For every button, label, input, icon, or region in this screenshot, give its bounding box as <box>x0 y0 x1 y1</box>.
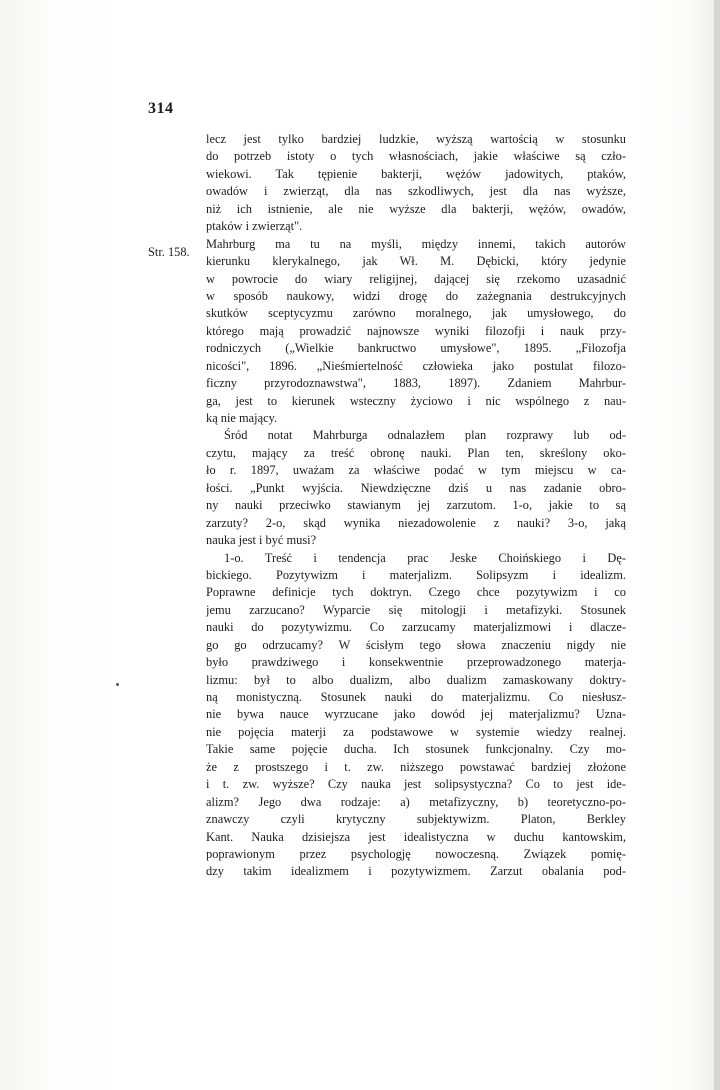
text-line: lecz jest tylko bardziej ludzkie, wyższą wartością w stosunku <box>206 132 626 146</box>
text-line: nie pojęcia materji za podstawowe w systemie wiedzy realnej. <box>206 724 626 739</box>
text-line: lizmu: był to albo dualizm, albo dualizm zamaskowany doktry- <box>206 672 626 687</box>
text-line: Takie same pojęcie ducha. Ich stosunek funkcjonalny. Czy mo- <box>206 742 626 757</box>
text-line: ga, jest to kierunek wsteczny życiowo i nic wspólnego z nau- <box>206 393 626 408</box>
page-edge-shadow <box>714 0 720 1090</box>
text-line: nie bywa nauce wyrzucane jako dowód jej materjalizmu? Uzna- <box>206 707 626 722</box>
text-line: ptaków i zwierząt". <box>206 219 303 234</box>
text-line: go go odrzucamy? W ścisłym tego słowa znaczeniu nigdy nie <box>206 637 626 652</box>
text-line: ną monistyczną. Stosunek nauki do materjalizmu. Co niesłusz- <box>206 690 626 704</box>
text-line: Mahrburg ma tu na myśli, między innemi, takich autorów <box>206 236 626 251</box>
text-line: zarzuty? 2-o, skąd wynika niezadowolenie z nauki? 3-o, jaką <box>206 515 626 530</box>
text-line: 1-o. Treść i tendencja prac Jeske Choińskiego i Dę- <box>224 550 626 565</box>
text-line: ny nauki przeciwko stawianym jej zarzutom. 1-o, jakie to są <box>206 498 626 513</box>
text-line: znawczy czyli krytyczny subjektywizm. Platon, Berkley <box>206 812 626 827</box>
margin-reference: Str. 158. <box>148 245 190 259</box>
text-line: ką nie mający. <box>206 411 278 425</box>
page-number: 314 <box>148 100 174 117</box>
text-line: czytu, mający za treść obronę nauki. Plan ten, skreślony oko- <box>206 445 626 460</box>
text-line: łości. „Punkt wyjścia. Niewdzięczne dziś u nas zadanie obro- <box>206 480 626 495</box>
text-line: nauka jest i być musi? <box>206 533 317 548</box>
text-line: ło r. 1897, uważam za właściwe podać w tym miejscu w ca- <box>206 463 626 478</box>
text-line: bickiego. Pozytywizm i materjalizm. Solipsyzm i idealizm. <box>206 567 626 582</box>
text-line: nauki do pozytywizmu. Co zarzucamy materjalizmowi i dlacze- <box>206 620 626 635</box>
text-line: kierunku klerykalnego, jak Wł. M. Dębicki, który jedynie <box>206 254 626 269</box>
text-line: Śród notat Mahrburga odnalazłem plan rozprawy lub od- <box>224 428 626 443</box>
text-line: którego mają prowadzić najnowsze wyniki filozofji i nauk przy- <box>206 323 626 338</box>
text-line: alizm? Jego dwa rodzaje: a) metafizyczny, b) teoretyczno-po- <box>206 794 626 809</box>
text-line: w sposób naukowy, widzi drogę do zażegnania destrukcyjnych <box>206 288 626 303</box>
text-line: rodniczych („Wielkie bankructwo umysłowe", 1895. „Filozofja <box>206 341 626 356</box>
text-line: ficzny przyrodoznawstwa", 1883, 1897). Zdaniem Mahrbur- <box>206 376 626 391</box>
body-text <box>206 131 626 881</box>
text-line: niż ich istnienie, ale nie wyższe dla bakterji, wężów, owadów, <box>206 201 626 216</box>
text-line: jemu zarzucano? Wyparcie się mitologji i metafizyki. Stosunek <box>206 602 626 617</box>
text-line: było prawdziwego i konsekwentnie przeprowadzonego materja- <box>206 655 626 670</box>
text-line: do potrzeb istoty o tych własnościach, jakie właściwe są czło- <box>206 149 626 164</box>
text-line: skutków sceptycyzmu zarówno moralnego, jak umysłowego, do <box>206 306 626 321</box>
text-line: w powrocie do wiary religijnej, dającej się rzekomo uzasadnić <box>206 271 626 286</box>
text-line: poprawionym przez psychologję nowoczesną. Związek pomię- <box>206 846 626 861</box>
text-line: nicości", 1896. „Nieśmiertelność człowieka jako postulat filozo- <box>206 358 626 373</box>
text-line: wiekowi. Tak tępienie bakterji, wężów jadowitych, ptaków, <box>206 166 626 181</box>
text-line: owadów i zwierząt, dla nas szkodliwych, jest dla nas wyższe, <box>206 184 626 199</box>
text-line: że z prostszego i t. zw. niższego powstawać bardziej złożone <box>206 759 626 774</box>
text-line: i t. zw. wyższe? Czy nauka jest solipsystyczna? Co to jest ide- <box>206 777 626 792</box>
text-line: dzy takim idealizmem i pozytywizmem. Zarzut obalania pod- <box>206 864 626 879</box>
text-line: Poprawne definicje tych doktryn. Czego chce pozytywizm i co <box>206 585 626 600</box>
text-line: Kant. Nauka dzisiejsza jest idealistyczna w duchu kantowskim, <box>206 829 626 844</box>
scan-speck <box>116 683 119 686</box>
